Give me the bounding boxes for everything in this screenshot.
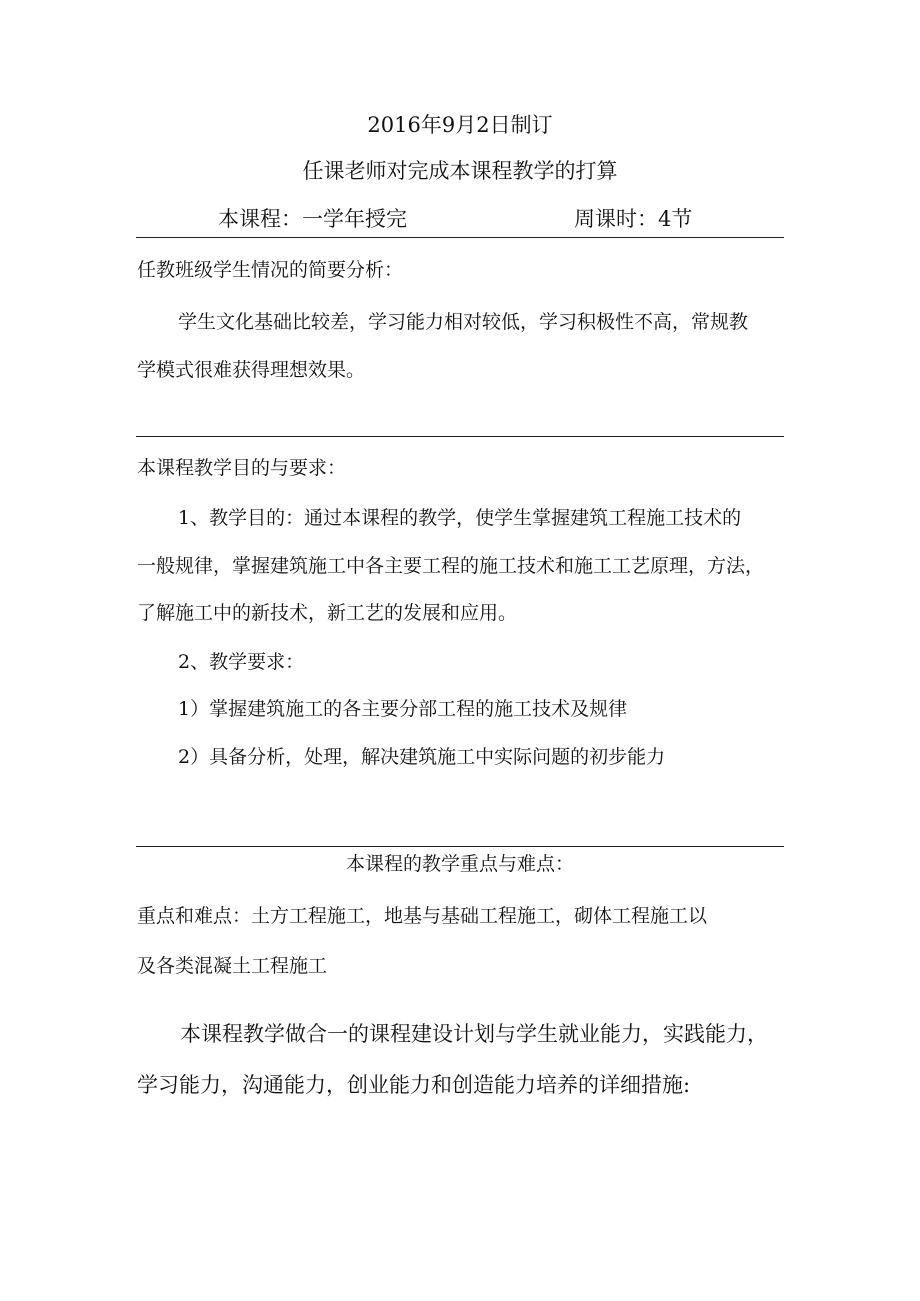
document-title: 任课老师对完成本课程教学的打算 bbox=[302, 159, 618, 183]
key-points-line: 及各类混凝土工程施工 bbox=[137, 955, 328, 977]
weekly-hours: 周课时：4节 bbox=[574, 207, 693, 231]
objectives-heading: 本课程教学目的与要求： bbox=[137, 457, 347, 479]
goal-line: 1、教学目的：通过本课程的教学，使学生掌握建筑工程施工技术的 bbox=[178, 507, 742, 529]
requirement-item: 2）具备分析，处理，解决建筑施工中实际问题的初步能力 bbox=[178, 746, 666, 768]
goal-line: 了解施工中的新技术，新工艺的发展和应用。 bbox=[137, 602, 518, 624]
integration-line: 学习能力，沟通能力，创业能力和创造能力培养的详细措施: bbox=[137, 1073, 691, 1097]
divider-line bbox=[136, 237, 784, 238]
student-analysis-line: 学生文化基础比较差，学习能力相对较低，学习积极性不高，常规教 bbox=[178, 311, 749, 333]
document-date: 2016年9月2日制订 bbox=[367, 113, 553, 137]
divider-line bbox=[136, 846, 784, 847]
goal-line: 一般规律，掌握建筑施工中各主要工程的施工技术和施工工艺原理，方法， bbox=[137, 555, 765, 577]
divider-line bbox=[136, 436, 784, 437]
requirement-item: 1）掌握建筑施工的各主要分部工程的施工技术及规律 bbox=[178, 698, 628, 720]
course-duration: 本课程：一学年授完 bbox=[218, 207, 407, 231]
key-points-line: 重点和难点：土方工程施工，地基与基础工程施工，砌体工程施工以 bbox=[137, 905, 708, 927]
student-analysis-heading: 任教班级学生情况的简要分析： bbox=[137, 259, 404, 281]
integration-line: 本课程教学做合一的课程建设计划与学生就业能力，实践能力， bbox=[180, 1022, 768, 1046]
requirements-heading: 2、教学要求： bbox=[178, 651, 305, 673]
student-analysis-line: 学模式很难获得理想效果。 bbox=[137, 359, 366, 381]
key-points-heading: 本课程的教学重点与难点： bbox=[345, 853, 574, 875]
